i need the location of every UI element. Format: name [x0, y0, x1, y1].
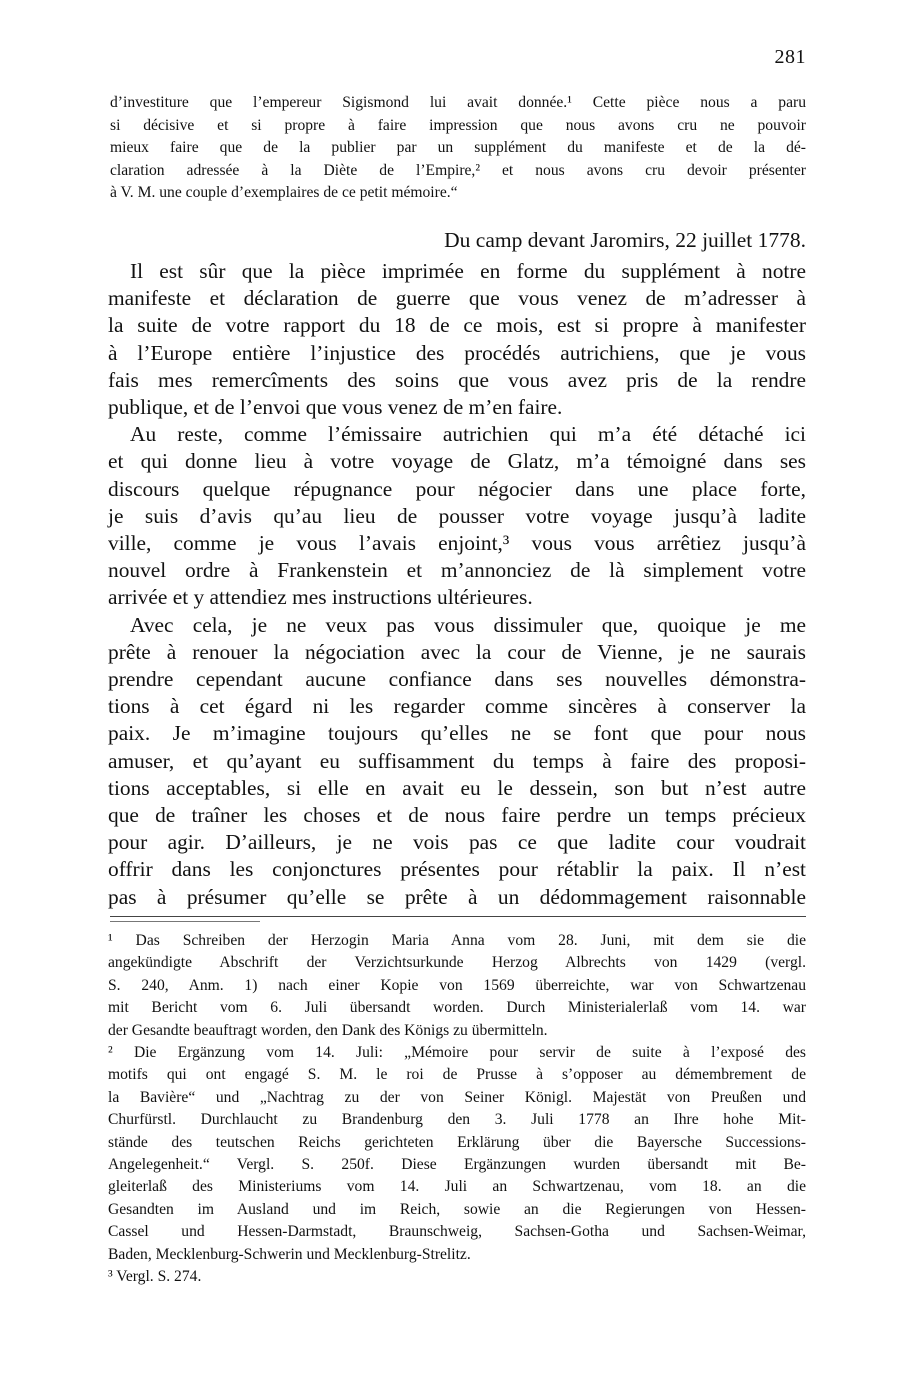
quote-line: d’investiture que l’empereur Sigismond lui avait donnée.¹ Cette pièce nous a paru — [110, 94, 806, 111]
quote-line: à V. M. une couple d’exemplaires de ce petit mémoire.“ — [110, 184, 458, 202]
footnote-line: stände des teutschen Reichs gerichteten Erklärung über die Bayersche Successions- — [108, 1133, 806, 1151]
footnote-line: mit Bericht vom 6. Juli übersandt worden. Durch Ministerialerlaß vom 14. war — [108, 999, 806, 1017]
letter-line: la suite de votre rapport du 18 de ce mois, est si propre à manifester — [108, 313, 806, 338]
letter-line: à l’Europe entière l’injustice des procédés autrichiens, que je vous — [108, 340, 806, 365]
letter-dateline: Du camp devant Jaromirs, 22 juillet 1778. — [444, 228, 806, 252]
letter-body — [108, 258, 806, 911]
letter-line: arrivée et y attendiez mes instructions ultérieures. — [108, 585, 533, 610]
footnote-line: ³ Vergl. S. 274. — [108, 1268, 202, 1286]
letter-line: nouvel ordre à Frankenstein et m’annonciez de là simplement votre — [108, 558, 806, 583]
letter-line: tions à cet égard ni les regarder comme sincères à conserver la — [108, 694, 806, 719]
letter-line: fais mes remercîments des soins que vous avez pris de la rendre — [108, 367, 806, 392]
quote-line: claration adressée à la Diète de l’Empire,² et nous avons cru devoir présenter — [110, 161, 806, 179]
letter-line: prête à renouer la négociation avec la cour de Vienne, je ne saurais — [108, 639, 806, 664]
letter-line: manifeste et déclaration de guerre que vous venez de m’adresser à — [108, 286, 806, 311]
letter-line: et qui donne lieu à votre voyage de Glatz, m’a témoigné dans ses — [108, 449, 806, 474]
letter-line: paix. Je m’imagine toujours qu’elles ne se font que pour nous — [108, 721, 806, 746]
footnote-line: S. 240, Anm. 1) nach einer Kopie von 1569 überreichte, war von Schwartzenau — [108, 976, 806, 994]
footnote-separator-short — [110, 921, 260, 922]
letter-line: Au reste, comme l’émissaire autrichien qui m’a été détaché ici — [130, 422, 806, 447]
footnote-line: Cassel und Hessen-Darmstadt, Braunschweig, Sachsen-Gotha und Sachsen-Weimar, — [108, 1223, 806, 1241]
letter-line: Avec cela, je ne veux pas vous dissimuler que, quoique je me — [130, 612, 806, 637]
footnote-line: angekündigte Abschrift der Verzichtsurkunde Herzog Albrechts von 1429 (vergl. — [108, 954, 806, 972]
footnote-line: der Gesandte beauftragt worden, den Dank des Königs zu übermitteln. — [108, 1021, 548, 1039]
footnote-line: Baden, Mecklenburg-Schwerin und Mecklenburg-Strelitz. — [108, 1245, 471, 1263]
quote-line: si décisive et si propre à faire impression que nous avons cru ne pouvoir — [110, 116, 806, 134]
footnote-line: Churfürstl. Durchlaucht zu Brandenburg den 3. Juli 1778 an Ihre hohe Mit- — [108, 1111, 806, 1129]
footnote-line: gleiterlaß des Ministeriums vom 14. Juli an Schwartzenau, vom 18. an die — [108, 1178, 806, 1196]
letter-line: Il est sûr que la pièce imprimée en forme du supplément à notre — [130, 259, 806, 283]
letter-line: que de traîner les choses et de nous faire perdre un temps précieux — [108, 803, 806, 828]
footnote-line: ¹ Das Schreiben der Herzogin Maria Anna vom 28. Juni, mit dem sie die — [108, 932, 806, 949]
footnotes — [108, 930, 806, 1289]
footnote-line: Gesandten im Ausland und im Reich, sowie an die Regierungen von Hessen- — [108, 1200, 806, 1218]
footnote-line: motifs qui ont engagé S. M. le roi de Prusse à s’opposer au démembrement de — [108, 1066, 806, 1084]
footnote-separator — [110, 916, 806, 917]
letter-line: pour agir. D’ailleurs, je ne vois pas ce que ladite cour voudrait — [108, 830, 806, 855]
letter-line: amuser, et qu’ayant eu suffisamment du temps à faire des proposi- — [108, 748, 806, 773]
footnote-line: la Bavière“ und „Nachtrag zu der von Seiner Königl. Majestät von Preußen und — [108, 1088, 806, 1106]
letter-line: pas à présumer qu’elle se prête à un dédommagement raisonnable — [108, 884, 806, 909]
letter-line: offrir dans les conjonctures présentes pour rétablir la paix. Il n’est — [108, 857, 806, 882]
page-number: 281 — [774, 46, 806, 68]
letter-line: tions acceptables, si elle en avait eu le dessein, son but n’est autre — [108, 775, 806, 800]
quote-line: mieux faire que de la publier par un supplément du manifeste et de la dé- — [110, 139, 806, 157]
letter-line: discours quelque répugnance pour négocier dans une place forte, — [108, 476, 806, 501]
letter-line: ville, comme je vous l’avais enjoint,³ vous vous arrêtiez jusqu’à — [108, 531, 806, 556]
footnote-line: ² Die Ergänzung vom 14. Juli: „Mémoire pour servir de suite à l’exposé des — [108, 1044, 806, 1062]
letter-line: je suis d’avis qu’au lieu de pousser votre voyage jusqu’à ladite — [108, 503, 806, 528]
letter-line: publique, et de l’envoi que vous venez de m’en faire. — [108, 395, 563, 420]
footnote-line: Angelegenheit.“ Vergl. S. 250f. Diese Ergänzungen wurden übersandt mit Be- — [108, 1156, 806, 1174]
quoted-report-block — [110, 92, 806, 205]
letter-line: prendre cependant aucune confiance dans ses nouvelles démonstra- — [108, 667, 806, 692]
